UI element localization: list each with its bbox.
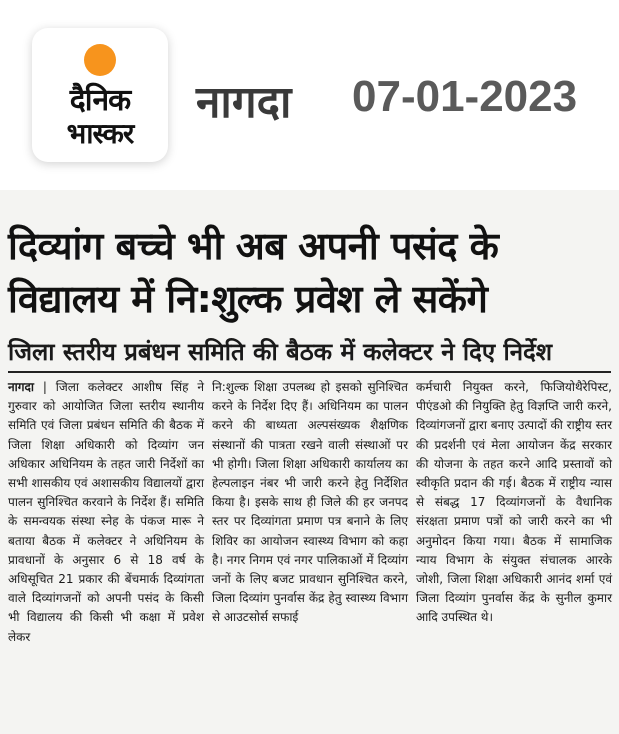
logo-sun-icon xyxy=(84,44,116,76)
article-column-2: नि:शुल्क शिक्षा उपलब्ध हो इसको सुनिश्चित करने के निर्देश दिए हैं। अधिनियम का पालन करने की बाध्यता अल्पसंख्यक शैक्षणिक संस्थानों की पात्रता रखने वाली संस्थाओं पर भी होगी। जिला शिक्षा अधिकारी कार्यालय का हेल्पलाइन नंबर भी जारी करने हेतु निर्देशित किया है। इसके साथ ही जिले की हर जनपद स्तर पर दिव्यांगता प्रमाण पत्र बनाने के लिए शिविर का आयोजन स्वास्थ्य विभाग को कहा है। नगर निगम एवं नगर पालिकाओं में दिव्यांग जनों के लिए बजट प्रावधान सुनिश्चित करने, जिला दिव्यांग पुनर्वास केंद्र हेतु स्वास्थ्य विभाग से आउटसोर्स सफाई xyxy=(212,380,408,625)
edition-date: 07-01-2023 xyxy=(352,72,578,121)
column-1-text: | जिला कलेक्टर आशीष सिंह ने गुरुवार को आयोजित जिला स्तरीय स्थानीय समिति एवं जिला प्रबंधन समिति की बैठक में जिला शिक्षा अधिकारी को दिव्यांग जन अधिकार अधिनियम के तहत जारी निर्देशों का सभी शासकीय एवं अशासकीय विद्यालयों द्वारा पालन सुनिश्चित करवाने के निर्देश हैं। समिति के समन्वयक संस्था स्नेह के पंकज मारू ने बताया बैठक में कलेक्टर ने अधिनियम के प्रावधानों के अनुसार 6 से 18 वर्ष के अधिसूचित 21 प्रकार की बेंचमार्क दिव्यांगता वाले दिव्यांगजनों को अपनी पसंद के किसी भी विद्यालय की किसी भी कक्षा में प्रवेश लेकर xyxy=(8,380,204,644)
logo-text-line1: दैनिक xyxy=(69,83,131,118)
dainik-bhaskar-logo xyxy=(32,28,168,162)
article-column-3: कर्मचारी नियुक्त करने, फिजियोथैरेपिस्ट, पीएंडओ की नियुक्ति हेतु विज्ञप्ति जारी करने, दिव्यांगजनों द्वारा बनाए उत्पादों की राष्ट्रीय स्तर की प्रदर्शनी एवं मेला आयोजन केंद्र सरकार की योजना के तहत करने आदि प्रस्तावों को स्वीकृति प्रदान की गई। बैठक में राष्ट्रीय न्यास से संबद्ध 17 दिव्यांगजनों के वैधानिक संरक्षता प्रमाण पत्रों को जारी करने का भी अनुमोदन किया गया। बैठक में सामाजिक न्याय विभाग के संयुक्त संचालक आरके जोशी, जिला शिक्षा अधिकारी आनंद शर्मा एवं जिला दिव्यांग पुनर्वास केंद्र के सुनील कुमार आदि उपस्थित थे। xyxy=(416,380,612,625)
subheadline: जिला स्तरीय प्रबंधन समिति की बैठक में कलेक्टर ने दिए निर्देश xyxy=(8,338,553,366)
divider xyxy=(8,371,611,373)
article-column-1 xyxy=(8,378,204,647)
headline-line-2: विद्यालय में नि:शुल्क प्रवेश ले सकेंगे xyxy=(8,277,488,321)
dateline: नागदा xyxy=(8,380,35,394)
edition-city: नागदा xyxy=(196,77,292,128)
headline-line-1: दिव्यांग बच्चे भी अब अपनी पसंद के xyxy=(8,224,499,268)
page-header xyxy=(0,0,619,190)
logo-text-line2: भास्कर xyxy=(66,117,134,150)
